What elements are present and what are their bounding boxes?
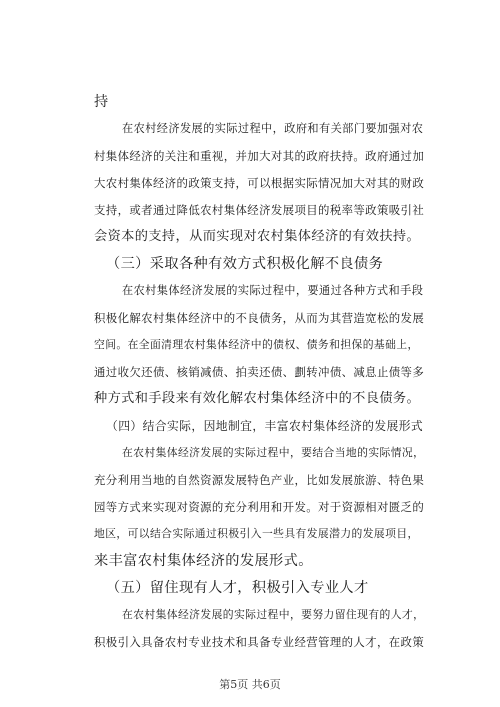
paragraph-line: 在农村集体经济发展的实际过程中，要通过各种方式和手段 [122,284,424,297]
text-line: 村集体经济的关注和重视，并加大对其的政府扶持。政府通过加 [94,149,425,163]
text-line: 来丰富农村集体经济的发展形式。 [94,553,313,569]
text-line: 地区，可以结合实际通过积极引入一些具有发展潜力的发展项目， [94,527,419,540]
text-line: 积极化解农村集体经济中的不良债务，从而为其营造宽松的发展 [94,311,425,325]
text-line: 充分利用当地的自然资源发展特色产业，比如发展旅游、特色果 [94,473,425,487]
section-heading: （四）结合实际，因地制宜，丰富农村集体经济的发展形式 [106,419,424,433]
text-line: 通过收欠还债、核销减债、拍卖还债、劃转冲债、减息止债等多 [94,365,425,379]
page-number-footer: 第5页 共6页 [219,678,281,691]
section-heading: （五）留住现有人才，积极引入专业人才 [106,580,369,596]
text-line: 会资本的支持，从而实现对农村集体经济的有效扶持。 [94,229,421,244]
text-line: 持 [94,94,109,110]
paragraph-line: 在农村集体经济发展的实际过程中，要努力留住现有的人才， [122,608,425,621]
text-line: 支持，或者通过降低农村集体经济发展项目的税率等政策吸引社 [94,203,425,217]
text-line: 积极引入具备农村专业技术和具备专业经营管理的人才，在政策 [94,635,425,649]
paragraph-line: 在农村集体经济发展的实际过程中，要结合当地的实际情况， [122,446,425,459]
text-line: 大农村集体经济的政策支持，可以根据实际情况加大对其的财政 [94,176,425,190]
paragraph-line: 在农村经济发展的实际过程中，政府和有关部门要加强对农 [122,122,424,135]
text-line: 园等方式来实现对资源的充分利用和开发。对于资源相对匮乏的 [94,500,425,514]
section-heading: （三）采取各种有效方式积极化解不良债务 [106,256,384,272]
text-line: 种方式和手段来有效化解农村集体经济中的不良债务。 [94,391,421,406]
text-line: 空间。在全面清理农村集体经济中的债权、债务和担保的基础上， [94,338,419,351]
